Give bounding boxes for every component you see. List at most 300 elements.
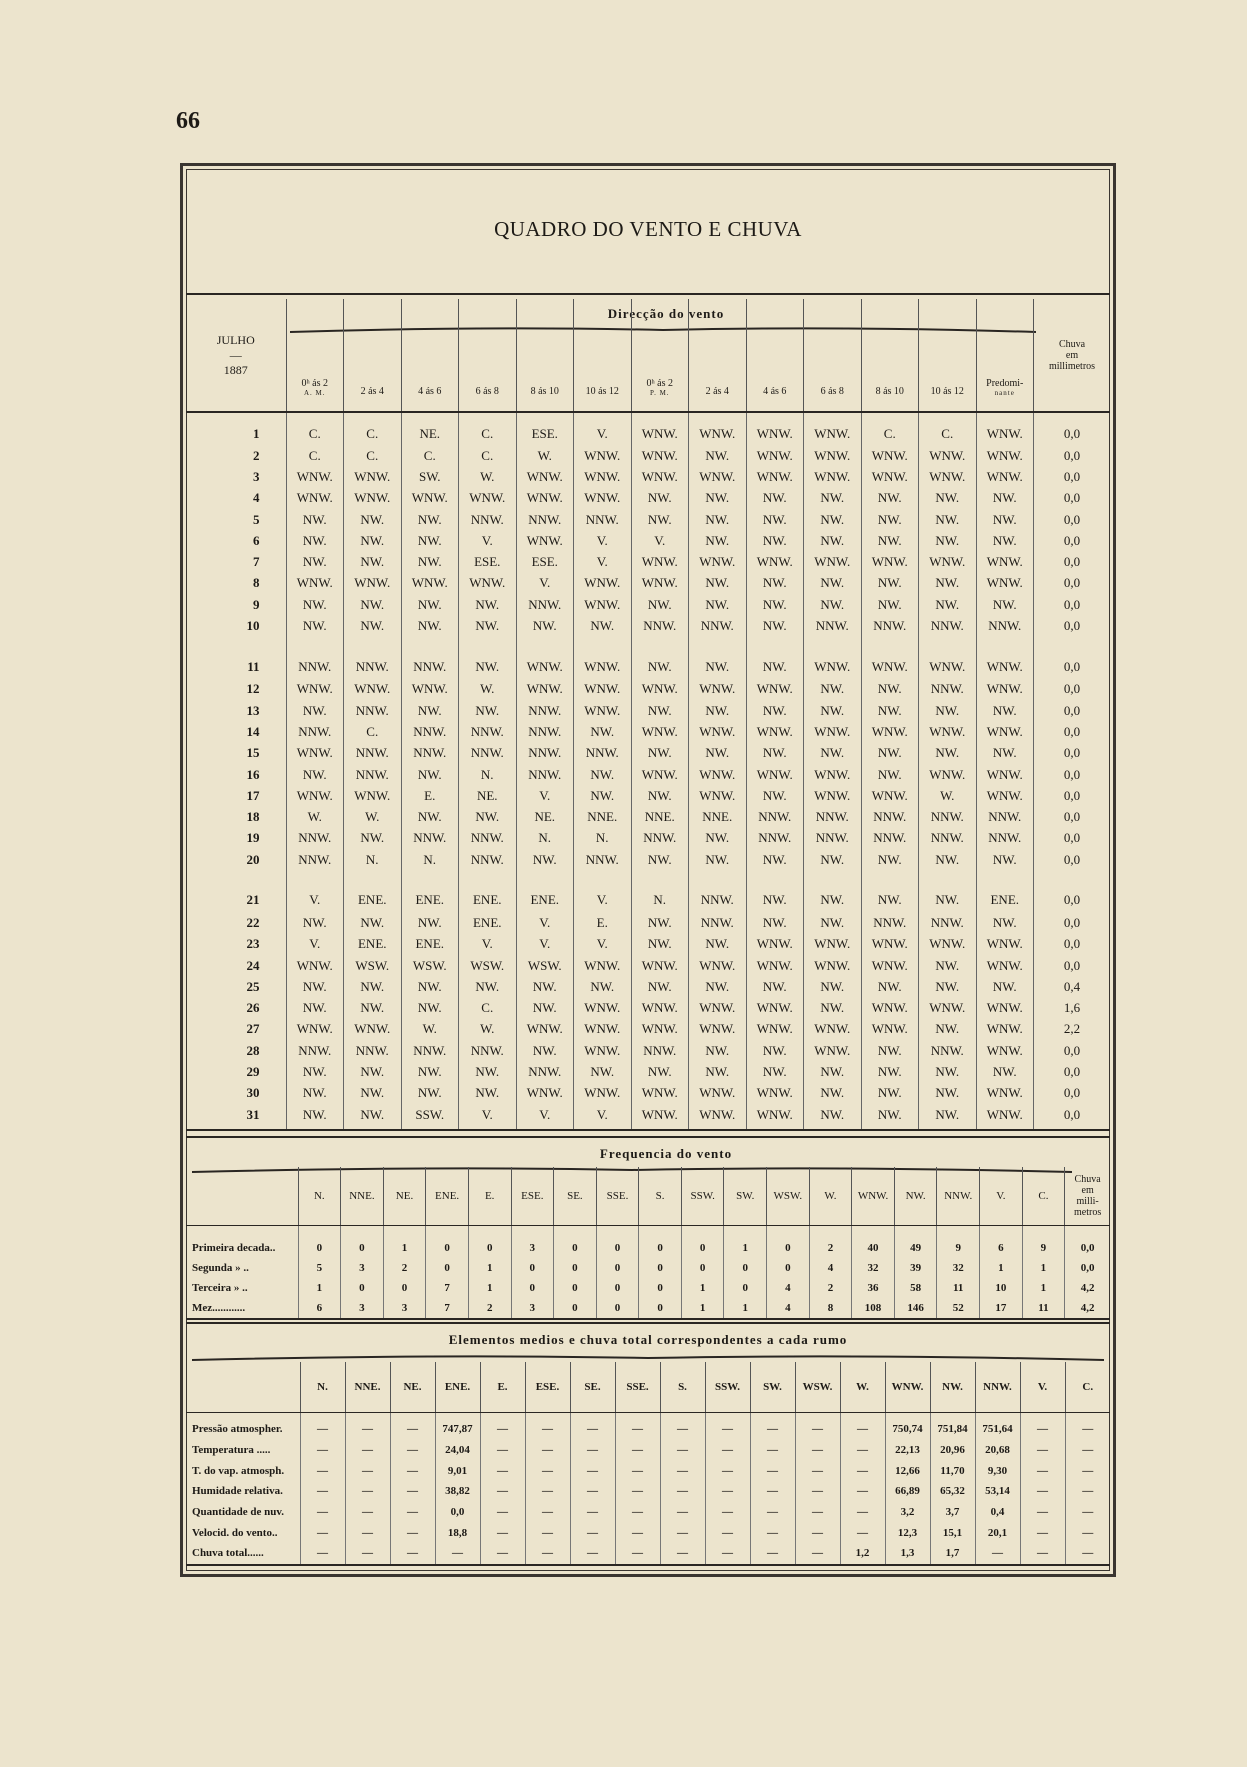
elem-cell: 65,32 bbox=[930, 1481, 975, 1502]
freq-cell: 6 bbox=[980, 1226, 1023, 1259]
elem-cell: — bbox=[705, 1460, 750, 1481]
freq-cell: 3 bbox=[341, 1298, 384, 1319]
wind-cell: NW. bbox=[919, 530, 977, 551]
day-cell: 29 bbox=[246, 1064, 260, 1080]
elem-cell: — bbox=[1065, 1481, 1110, 1502]
month-year-header bbox=[186, 299, 286, 412]
wind-cell: V. bbox=[516, 573, 574, 594]
wind-cell: NW. bbox=[689, 934, 747, 955]
rain-header-word: millimetros bbox=[1048, 360, 1096, 372]
rain-cell: 0,0 bbox=[1034, 488, 1111, 509]
wind-cell: NNW. bbox=[401, 1040, 459, 1061]
wind-cell: V. bbox=[574, 870, 632, 912]
elem-cell: — bbox=[750, 1413, 795, 1440]
wind-cell: NNW. bbox=[976, 806, 1034, 827]
elem-cell: — bbox=[795, 1522, 840, 1543]
wind-cell: WNW. bbox=[574, 466, 632, 487]
title-divider bbox=[186, 293, 1110, 295]
hour-header bbox=[574, 299, 632, 412]
wind-cell: NW. bbox=[804, 509, 862, 530]
wind-cell: NNW. bbox=[919, 615, 977, 636]
wind-cell: W. bbox=[919, 785, 977, 806]
wind-cell: NW. bbox=[574, 764, 632, 785]
rain-cell: 0,0 bbox=[1034, 700, 1111, 721]
elem-cell: — bbox=[660, 1502, 705, 1523]
wind-cell: WNW. bbox=[976, 412, 1034, 445]
hour-header bbox=[804, 299, 862, 412]
table-row bbox=[186, 1019, 1110, 1040]
dash: — bbox=[229, 347, 242, 362]
elem-cell: — bbox=[1020, 1502, 1065, 1523]
elem-cell: — bbox=[1020, 1522, 1065, 1543]
freq-direction-header: SE. bbox=[554, 1167, 597, 1226]
day-cell: 9 bbox=[253, 596, 260, 612]
wind-cell: W. bbox=[286, 806, 344, 827]
elem-cell: — bbox=[525, 1440, 570, 1461]
wind-cell: NW. bbox=[344, 912, 402, 933]
hour-header bbox=[516, 299, 574, 412]
wind-cell: WNW. bbox=[746, 412, 804, 445]
elem-cell: — bbox=[705, 1481, 750, 1502]
elem-cell: — bbox=[480, 1481, 525, 1502]
wind-cell: WNW. bbox=[574, 637, 632, 679]
wind-cell: WNW. bbox=[861, 785, 919, 806]
wind-cell: WNW. bbox=[631, 412, 689, 445]
wind-cell: NW. bbox=[804, 1104, 862, 1130]
wind-cell: WNW. bbox=[459, 573, 517, 594]
wind-cell: N. bbox=[344, 849, 402, 870]
elem-direction-header: NE. bbox=[390, 1362, 435, 1413]
elem-cell: — bbox=[1020, 1460, 1065, 1481]
freq-cell: 0 bbox=[554, 1278, 597, 1298]
wind-cell: NW. bbox=[746, 912, 804, 933]
elem-cell: — bbox=[480, 1413, 525, 1440]
wind-cell: V. bbox=[574, 934, 632, 955]
elem-cell: — bbox=[390, 1481, 435, 1502]
day-cell: 25 bbox=[246, 978, 260, 994]
elements-table bbox=[186, 1362, 1110, 1566]
freq-cell: 0 bbox=[639, 1278, 682, 1298]
wind-cell: NNW. bbox=[516, 721, 574, 742]
elem-cell: — bbox=[660, 1440, 705, 1461]
hour-header bbox=[401, 299, 459, 412]
elem-cell: 66,89 bbox=[885, 1481, 930, 1502]
elem-cell: — bbox=[1065, 1413, 1110, 1440]
freq-cell: 1 bbox=[468, 1278, 511, 1298]
elem-cell: — bbox=[525, 1481, 570, 1502]
wind-cell: NNW. bbox=[919, 1040, 977, 1061]
freq-row bbox=[186, 1226, 1110, 1259]
freq-cell: 17 bbox=[980, 1298, 1023, 1319]
wind-cell: NW. bbox=[804, 1083, 862, 1104]
wind-cell: V. bbox=[516, 912, 574, 933]
wind-cell: NW. bbox=[401, 806, 459, 827]
elem-cell: 20,68 bbox=[975, 1440, 1020, 1461]
freq-direction-header: WNW. bbox=[852, 1167, 895, 1226]
wind-cell: NW. bbox=[804, 679, 862, 700]
freq-cell: 58 bbox=[894, 1278, 937, 1298]
wind-cell: C. bbox=[459, 998, 517, 1019]
wind-cell: ENE. bbox=[344, 934, 402, 955]
table-row bbox=[186, 912, 1110, 933]
table-row bbox=[186, 594, 1110, 615]
elem-direction-header: S. bbox=[660, 1362, 705, 1413]
rain-cell: 0,0 bbox=[1034, 412, 1111, 445]
wind-cell: NW. bbox=[401, 1083, 459, 1104]
elem-cell: — bbox=[300, 1460, 345, 1481]
hour-header bbox=[344, 299, 402, 412]
elem-row-label: T. do vap. atmosph. bbox=[192, 1464, 285, 1477]
wind-cell: NNW. bbox=[574, 743, 632, 764]
elem-cell: — bbox=[480, 1440, 525, 1461]
table-row bbox=[186, 806, 1110, 827]
wind-cell: NW. bbox=[631, 488, 689, 509]
wind-cell: WNW. bbox=[689, 1083, 747, 1104]
elem-cell: 1,7 bbox=[930, 1543, 975, 1565]
freq-cell: 3 bbox=[511, 1226, 554, 1259]
wind-cell: NNW. bbox=[804, 828, 862, 849]
wind-cell: NW. bbox=[401, 594, 459, 615]
wind-cell: WSW. bbox=[459, 955, 517, 976]
wind-cell: NNW. bbox=[689, 870, 747, 912]
wind-cell: NW. bbox=[401, 530, 459, 551]
wind-cell: NW. bbox=[919, 976, 977, 997]
wind-cell: WNW. bbox=[976, 1019, 1034, 1040]
rain-cell: 0,0 bbox=[1034, 806, 1111, 827]
wind-cell: WNW. bbox=[861, 721, 919, 742]
elem-cell: — bbox=[525, 1543, 570, 1565]
wind-cell: WNW. bbox=[574, 445, 632, 466]
wind-cell: WNW. bbox=[631, 955, 689, 976]
wind-cell: NW. bbox=[574, 615, 632, 636]
day-cell: 28 bbox=[246, 1042, 260, 1058]
wind-cell: WNW. bbox=[746, 721, 804, 742]
wind-cell: NW. bbox=[459, 615, 517, 636]
wind-cell: NNW. bbox=[861, 615, 919, 636]
freq-cell: 2 bbox=[809, 1226, 852, 1259]
hour-header bbox=[746, 299, 804, 412]
wind-cell: WNW. bbox=[976, 1083, 1034, 1104]
freq-cell: 1 bbox=[1022, 1278, 1065, 1298]
wind-cell: V. bbox=[286, 870, 344, 912]
day-cell: 30 bbox=[246, 1085, 260, 1101]
wind-cell: NW. bbox=[919, 594, 977, 615]
freq-cell: 0 bbox=[639, 1258, 682, 1278]
wind-cell: NNW. bbox=[804, 806, 862, 827]
wind-cell: N. bbox=[516, 828, 574, 849]
elements-brace bbox=[192, 1354, 1104, 1362]
wind-cell: NW. bbox=[919, 1104, 977, 1130]
wind-cell: NW. bbox=[861, 849, 919, 870]
wind-cell: NW. bbox=[919, 488, 977, 509]
wind-cell: NNW. bbox=[976, 828, 1034, 849]
elem-cell: — bbox=[795, 1502, 840, 1523]
wind-cell: NW. bbox=[919, 573, 977, 594]
wind-cell: NW. bbox=[401, 912, 459, 933]
rain-header bbox=[1034, 299, 1111, 412]
elem-cell: — bbox=[570, 1440, 615, 1461]
table-row bbox=[186, 764, 1110, 785]
elem-cell: — bbox=[750, 1522, 795, 1543]
wind-cell: WNW. bbox=[344, 466, 402, 487]
freq-direction-header: SSE. bbox=[596, 1167, 639, 1226]
elem-cell: — bbox=[345, 1522, 390, 1543]
elem-cell: 751,64 bbox=[975, 1413, 1020, 1440]
wind-cell: NNE. bbox=[631, 806, 689, 827]
wind-cell: NW. bbox=[516, 849, 574, 870]
wind-cell: W. bbox=[401, 1019, 459, 1040]
wind-cell: NW. bbox=[861, 976, 919, 997]
table-row bbox=[186, 412, 1110, 445]
wind-cell: NW. bbox=[919, 849, 977, 870]
wind-cell: N. bbox=[631, 870, 689, 912]
elem-cell: — bbox=[345, 1440, 390, 1461]
wind-cell: ESE. bbox=[516, 551, 574, 572]
elem-cell: — bbox=[615, 1413, 660, 1440]
wind-cell: ENE. bbox=[976, 870, 1034, 912]
wind-cell: NNW. bbox=[401, 828, 459, 849]
wind-cell: WNW. bbox=[689, 998, 747, 1019]
wind-cell: WNW. bbox=[804, 412, 862, 445]
wind-cell: NW. bbox=[861, 870, 919, 912]
table-row bbox=[186, 1061, 1110, 1082]
wind-cell: WNW. bbox=[746, 1083, 804, 1104]
elem-cell: — bbox=[615, 1440, 660, 1461]
elem-cell: — bbox=[840, 1481, 885, 1502]
wind-cell: WNW. bbox=[574, 1083, 632, 1104]
wind-cell: NW. bbox=[631, 849, 689, 870]
day-cell: 2 bbox=[253, 447, 260, 463]
freq-cell: 0 bbox=[639, 1298, 682, 1319]
wind-cell: WNW. bbox=[976, 679, 1034, 700]
hour-label: 10 ás 12 bbox=[585, 386, 619, 397]
wind-cell: NW. bbox=[804, 870, 862, 912]
wind-cell: WNW. bbox=[631, 445, 689, 466]
wind-cell: NW. bbox=[574, 721, 632, 742]
elem-cell: — bbox=[1065, 1522, 1110, 1543]
freq-direction-header: N. bbox=[298, 1167, 341, 1226]
wind-cell: NW. bbox=[861, 700, 919, 721]
wind-cell: NW. bbox=[344, 998, 402, 1019]
elem-cell: — bbox=[300, 1522, 345, 1543]
month-label: JULHO bbox=[216, 332, 255, 347]
wind-cell: WNW. bbox=[401, 573, 459, 594]
wind-cell: WNW. bbox=[861, 466, 919, 487]
elem-cell: — bbox=[795, 1440, 840, 1461]
wind-cell: WNW. bbox=[631, 466, 689, 487]
day-cell: 3 bbox=[253, 468, 260, 484]
table-row bbox=[186, 849, 1110, 870]
freq-cell: 0 bbox=[554, 1298, 597, 1319]
wind-cell: NW. bbox=[746, 870, 804, 912]
wind-cell: WNW. bbox=[976, 1104, 1034, 1130]
freq-cell: 9 bbox=[1022, 1226, 1065, 1259]
wind-cell: NW. bbox=[919, 509, 977, 530]
wind-cell: ENE. bbox=[516, 870, 574, 912]
wind-cell: WNW. bbox=[286, 573, 344, 594]
wind-cell: V. bbox=[516, 785, 574, 806]
rain-cell: 0,0 bbox=[1034, 551, 1111, 572]
day-cell: 5 bbox=[253, 511, 260, 527]
freq-cell: 3 bbox=[511, 1298, 554, 1319]
wind-cell: NNW. bbox=[459, 1040, 517, 1061]
wind-cell: NW. bbox=[286, 615, 344, 636]
wind-cell: WNW. bbox=[574, 998, 632, 1019]
wind-cell: NW. bbox=[516, 615, 574, 636]
wind-cell: NW. bbox=[459, 594, 517, 615]
rain-cell: 0,0 bbox=[1034, 530, 1111, 551]
freq-cell: 0 bbox=[596, 1258, 639, 1278]
elem-cell: — bbox=[345, 1413, 390, 1440]
freq-cell: 39 bbox=[894, 1258, 937, 1278]
wind-cell: WNW. bbox=[401, 679, 459, 700]
wind-cell: WNW. bbox=[631, 1019, 689, 1040]
wind-cell: NW. bbox=[401, 700, 459, 721]
wind-cell: C. bbox=[459, 412, 517, 445]
wind-cell: NW. bbox=[746, 509, 804, 530]
wind-cell: NW. bbox=[804, 743, 862, 764]
elem-cell: 0,0 bbox=[435, 1502, 480, 1523]
freq-cell: 32 bbox=[852, 1258, 895, 1278]
elem-cell: — bbox=[795, 1413, 840, 1440]
wind-cell: NW. bbox=[459, 1083, 517, 1104]
wind-cell: NW. bbox=[344, 615, 402, 636]
freq-direction-header: WSW. bbox=[767, 1167, 810, 1226]
elem-row bbox=[186, 1440, 1110, 1461]
wind-cell: WNW. bbox=[976, 785, 1034, 806]
wind-cell: NW. bbox=[746, 976, 804, 997]
elem-cell: — bbox=[570, 1543, 615, 1565]
day-cell: 31 bbox=[186, 1104, 286, 1130]
elem-cell: — bbox=[1065, 1440, 1110, 1461]
wind-cell: E. bbox=[574, 912, 632, 933]
wind-cell: NNW. bbox=[344, 743, 402, 764]
freq-cell: 3 bbox=[383, 1298, 426, 1319]
freq-cell: 11 bbox=[1022, 1298, 1065, 1319]
table-row bbox=[186, 530, 1110, 551]
freq-cell: 0 bbox=[468, 1226, 511, 1259]
wind-cell: NNW. bbox=[516, 764, 574, 785]
hour-label: 2 ás 4 bbox=[705, 386, 729, 397]
freq-direction-header: NNW. bbox=[937, 1167, 980, 1226]
wind-cell: WNW. bbox=[746, 466, 804, 487]
elem-cell: — bbox=[795, 1481, 840, 1502]
wind-cell: WSW. bbox=[344, 955, 402, 976]
wind-cell: NW. bbox=[746, 785, 804, 806]
wind-cell: NW. bbox=[574, 1061, 632, 1082]
wind-cell: WNW. bbox=[746, 955, 804, 976]
wind-cell: WNW. bbox=[861, 551, 919, 572]
wind-cell: NW. bbox=[286, 1104, 344, 1130]
hour-label: 0ʰ ás 2 bbox=[646, 378, 674, 389]
wind-cell: NNW. bbox=[344, 700, 402, 721]
freq-cell: 5 bbox=[298, 1258, 341, 1278]
rain-cell: 0,0 bbox=[1034, 934, 1111, 955]
table-row bbox=[186, 700, 1110, 721]
wind-cell: NW. bbox=[804, 976, 862, 997]
wind-table bbox=[186, 299, 1110, 1131]
day-cell: 19 bbox=[246, 830, 260, 846]
wind-cell: WNW. bbox=[689, 955, 747, 976]
wind-cell: NW. bbox=[344, 530, 402, 551]
elem-cell: — bbox=[390, 1460, 435, 1481]
wind-cell: NNW. bbox=[919, 828, 977, 849]
freq-cell: 4,2 bbox=[1065, 1298, 1110, 1319]
elem-direction-header: SSE. bbox=[615, 1362, 660, 1413]
freq-cell: 36 bbox=[852, 1278, 895, 1298]
table-row bbox=[186, 573, 1110, 594]
freq-cell: 49 bbox=[894, 1226, 937, 1259]
wind-cell: WNW. bbox=[574, 1040, 632, 1061]
elem-cell: — bbox=[300, 1543, 345, 1565]
elem-cell: — bbox=[390, 1522, 435, 1543]
elem-cell: 9,01 bbox=[435, 1460, 480, 1481]
hour-label: 8 ás 10 bbox=[530, 386, 559, 397]
wind-cell: V. bbox=[459, 530, 517, 551]
wind-cell: W. bbox=[459, 466, 517, 487]
elem-cell: — bbox=[1065, 1460, 1110, 1481]
elem-cell: 22,13 bbox=[885, 1440, 930, 1461]
freq-cell: 2 bbox=[809, 1278, 852, 1298]
elem-cell: 747,87 bbox=[435, 1413, 480, 1440]
wind-cell: NW. bbox=[401, 764, 459, 785]
rain-cell: 1,6 bbox=[1034, 998, 1111, 1019]
wind-cell: WNW. bbox=[861, 445, 919, 466]
wind-cell: NW. bbox=[804, 573, 862, 594]
hour-label: 0ʰ ás 2 bbox=[301, 378, 329, 389]
wind-cell: NW. bbox=[804, 849, 862, 870]
rain-cell: 0,0 bbox=[1034, 764, 1111, 785]
wind-cell: WNW. bbox=[344, 488, 402, 509]
wind-cell: WNW. bbox=[804, 1040, 862, 1061]
wind-cell: NW. bbox=[976, 849, 1034, 870]
wind-cell: NE. bbox=[401, 412, 459, 445]
wind-cell: NW. bbox=[804, 998, 862, 1019]
table-row bbox=[186, 488, 1110, 509]
wind-cell: NW. bbox=[861, 1104, 919, 1130]
hour-label: 8 ás 10 bbox=[875, 386, 904, 397]
wind-cell: WNW. bbox=[516, 679, 574, 700]
wind-cell: WNW. bbox=[286, 679, 344, 700]
wind-cell: NW. bbox=[689, 637, 747, 679]
elem-direction-header: NW. bbox=[930, 1362, 975, 1413]
elem-cell: — bbox=[660, 1543, 705, 1565]
wind-cell: WSW. bbox=[516, 955, 574, 976]
elem-direction-header: SE. bbox=[570, 1362, 615, 1413]
freq-cell: 0 bbox=[511, 1278, 554, 1298]
freq-cell: 3 bbox=[341, 1258, 384, 1278]
wind-cell: NNW. bbox=[574, 509, 632, 530]
wind-cell: WNW. bbox=[516, 466, 574, 487]
wind-cell: NW. bbox=[976, 530, 1034, 551]
wind-cell: NW. bbox=[746, 849, 804, 870]
wind-cell: NW. bbox=[286, 594, 344, 615]
rain-cell: 0,0 bbox=[1034, 615, 1111, 636]
elem-cell: 11,70 bbox=[930, 1460, 975, 1481]
elem-cell: 53,14 bbox=[975, 1481, 1020, 1502]
elem-cell: — bbox=[795, 1543, 840, 1565]
frequency-table bbox=[186, 1167, 1110, 1320]
wind-cell: WNW. bbox=[344, 679, 402, 700]
table-row bbox=[186, 955, 1110, 976]
freq-cell: 8 bbox=[809, 1298, 852, 1319]
hour-label: 6 ás 8 bbox=[475, 386, 499, 397]
wind-cell: NNW. bbox=[516, 594, 574, 615]
elements-caption: Elementos medios e chuva total correspondentes a cada rumo bbox=[448, 1332, 848, 1347]
freq-direction-header: W. bbox=[809, 1167, 852, 1226]
table-row bbox=[186, 934, 1110, 955]
elem-row-label: Temperatura ..... bbox=[192, 1444, 271, 1457]
